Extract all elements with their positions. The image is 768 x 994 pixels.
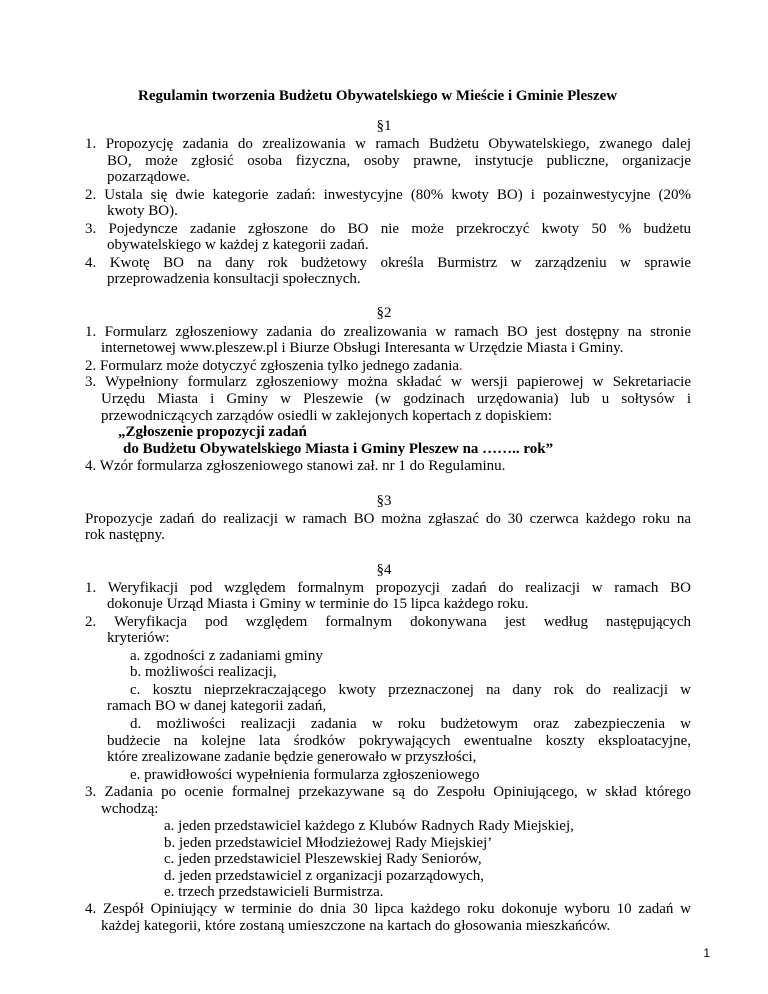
page-number: 1 [703, 946, 710, 960]
s4-p4-line2: każdej kategorii, które zostaną umieszczone na kartach do głosowania mieszkańców. [101, 917, 611, 934]
s1-p3-line1: 3. Pojedyncze zadanie zgłoszone do BO nie może przekroczyć kwoty 50 % budżetu [85, 220, 691, 237]
s1-p3-line2: obywatelskiego w każdej z kategorii zadań. [107, 237, 369, 254]
s2-p3-line2: Urzędu Miasta i Gminy w Pleszewie (w godzinach urzędowania) lub u sołtysów i [101, 390, 691, 407]
member-e: e. trzech przedstawicieli Burmistrza. [164, 884, 384, 901]
s4-p4-line1: 4. Zespół Opiniujący w terminie do dnia 30 lipca każdego roku dokonuje wyboru 10 zadań w [85, 901, 691, 917]
s2-quote-line2: do Budżetu Obywatelskiego Miasta i Gminy Pleszew na …….. rok” [123, 440, 554, 457]
criterion-b: b. możliwości realizacji, [130, 664, 277, 681]
section-3-heading: §3 [376, 493, 392, 510]
criterion-e: e. prawidłowości wypełnienia formularza zgłoszeniowego [130, 766, 480, 783]
s1-p4-line1: 4. Kwotę BO na dany rok budżetowy określa Burmistrz w zarządzeniu w sprawie [85, 254, 691, 271]
section-2-heading: §2 [376, 305, 392, 322]
s1-p1-line3: pozarządowe. [107, 169, 190, 185]
s2-p2-line1 [85, 357, 463, 375]
s4-p1-line1: 1. Weryfikacji pod względem formalnym propozycji zadań do realizacji w ramach BO [85, 579, 691, 596]
s2-p1-line1: 1. Formularz zgłoszeniowy zadania do zrealizowania w ramach BO jest dostępny na stronie [85, 323, 691, 340]
s2-p4-line1: 4. Wzór formularza zgłoszeniowego stanowi zał. nr 1 do Regulaminu. [85, 458, 506, 475]
document-title: Regulamin tworzenia Budżetu Obywatelskiego w Mieście i Gminie Pleszew [138, 88, 618, 104]
member-d: d. jeden przedstawiciel z organizacji pozarządowych, [164, 867, 484, 884]
s1-p4-line2: przeprowadzenia konsultacji społecznych. [107, 271, 361, 288]
member-c: c. jeden przedstawiciel Pleszewskiej Rady Seniorów, [164, 851, 482, 868]
s3-line2: rok następny. [85, 527, 165, 544]
s4-p2-line2: kryteriów: [107, 630, 170, 647]
s2-p3-line3: przewodniczących zarządów osiedli w zaklejonych kopertach z dopiskiem: [101, 407, 553, 424]
s2-quote-line1: „Zgłoszenie propozycji zadań [118, 424, 307, 441]
s3-line1: Propozycje zadań do realizacji w ramach BO można zgłaszać do 30 czerwca każdego roku na [85, 510, 691, 527]
s4-p3-line2: wchodzą: [101, 800, 159, 817]
section-4-heading: §4 [376, 562, 392, 579]
criterion-c-line1: c. kosztu nieprzekraczającego kwoty przeznaczonej na dany rok do realizacji w [130, 681, 691, 698]
section-1-heading: §1 [376, 117, 392, 134]
criterion-d-line3: które zrealizowane zadanie będzie generowało w przyszłości, [107, 749, 477, 766]
s1-p1-line1: 1. Propozycję zadania do zrealizowania w ramach Budżetu Obywatelskiego, zwanego dalej [85, 135, 691, 152]
s2-p2-dot: . [459, 357, 463, 374]
s1-p1-line2: BO, może zgłosić osoba fizyczna, osoby prawne, instytucje publiczne, organizacje [107, 152, 691, 169]
s1-p2-line2: kwoty BO). [107, 203, 178, 220]
member-a: a. jeden przedstawiciel każdego z Klubów Radnych Rady Miejskiej, [164, 818, 574, 835]
criterion-d-line1: d. możliwości realizacji zadania w roku budżetowym oraz zabezpieczenia w [130, 715, 691, 732]
criterion-a: a. zgodności z zadaniami gminy [130, 647, 323, 664]
s2-p1-line2: internetowej www.pleszew.pl i Biurze Obsługi Interesanta w Urzędzie Miasta i Gminy. [101, 340, 624, 357]
s4-p1-line2: dokonuje Urząd Miasta i Gminy w terminie do 15 lipca każdego roku. [107, 596, 529, 613]
criterion-d-line2: budżecie na kolejne lata środków pokrywających ewentualne koszty eksploatacyjne, [107, 732, 691, 749]
criterion-c-line2: ramach BO w danej kategorii zadań, [107, 698, 327, 715]
s2-p2-text: 2. Formularz może dotyczyć zgłoszenia tylko jednego zadania [85, 357, 460, 374]
s4-p3-line1: 3. Zadania po ocenie formalnej przekazywane są do Zespołu Opiniującego, w skład którego [85, 784, 691, 801]
s2-p3-line1: 3. Wypełniony formularz zgłoszeniowy można składać w wersji papierowej w Sekretariacie [85, 374, 691, 391]
member-b: b. jeden przedstawiciel Młodzieżowej Rady Miejskiej’ [164, 834, 493, 851]
s4-p2-line1: 2. Weryfikacja pod względem formalnym dokonywana jest według następujących [85, 613, 691, 630]
s1-p2-line1: 2. Ustala się dwie kategorie zadań: inwestycyjne (80% kwoty BO) i pozainwestycyjne (20% [85, 186, 691, 203]
